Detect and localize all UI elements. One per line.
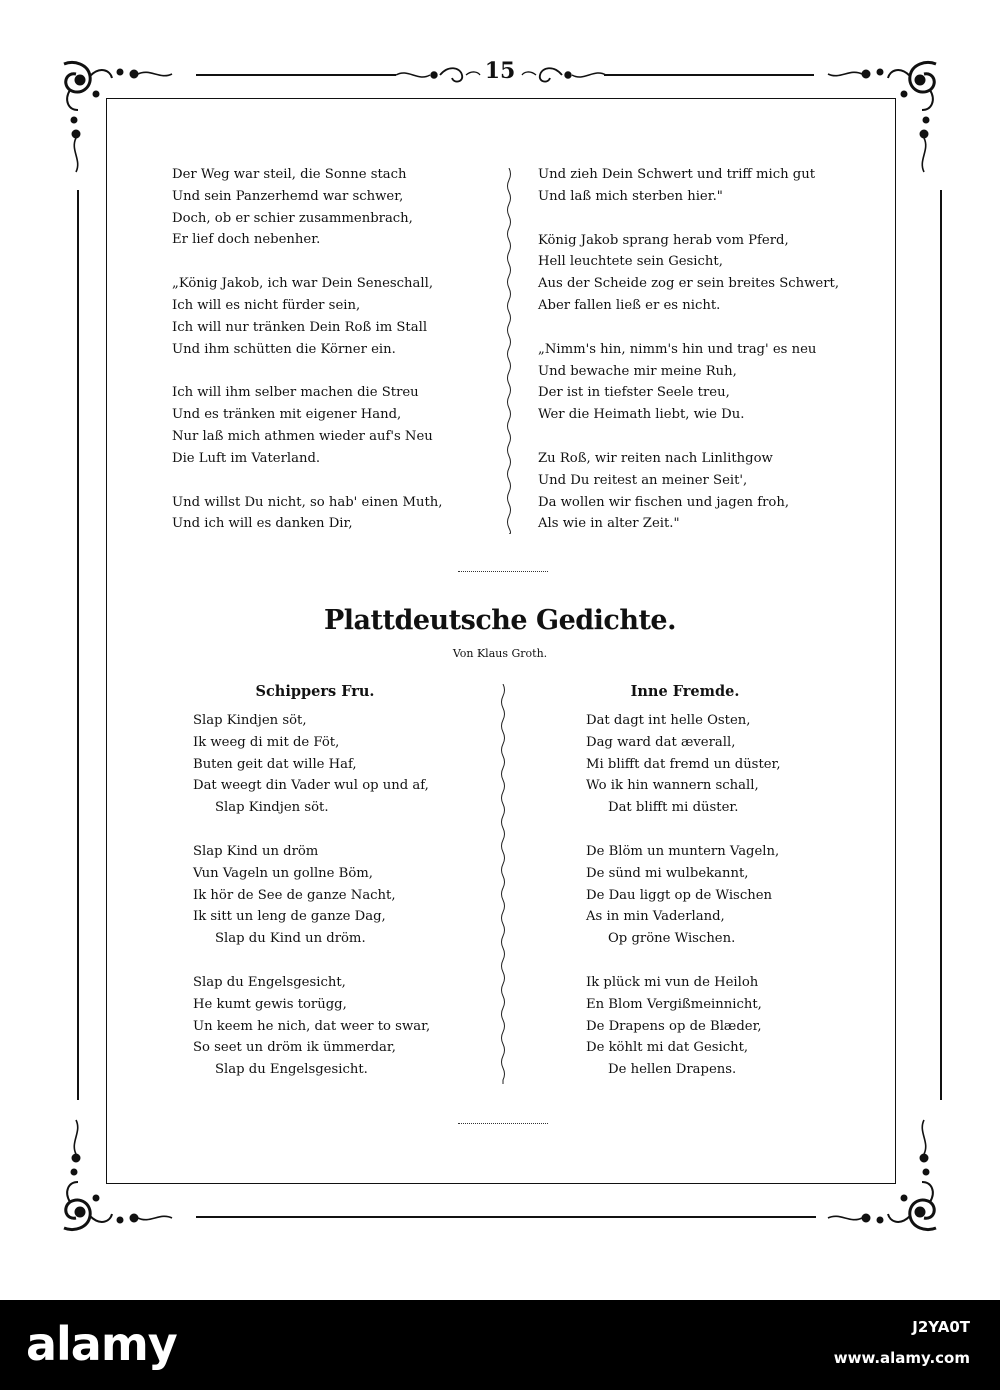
stanza <box>538 448 839 535</box>
stanza <box>538 230 839 317</box>
verse-line: Dat blifft mi düster. <box>608 800 739 816</box>
verse-line: Slap Kind un dröm <box>193 843 319 859</box>
verse-line: Ik hör de See de ganze Nacht, <box>193 887 396 903</box>
verse-line: Aus der Scheide zog er sein breites Schwert, <box>538 276 840 292</box>
verse-line: Die Luft im Vaterland. <box>172 450 321 466</box>
verse-line: De Dau liggt op de Wischen <box>586 887 772 903</box>
verse-line: As in min Vaderland, <box>586 909 725 925</box>
verse-line: Slap du Engelsgesicht, <box>193 974 346 990</box>
poem-left-column <box>193 710 430 1081</box>
verse-line: Und laß mich sterben hier." <box>538 188 723 204</box>
stanza <box>193 841 430 950</box>
verse-line: Wo ik hin wannern schall, <box>586 778 759 794</box>
verse-line: Und zieh Dein Schwert und triff mich gut <box>538 167 816 182</box>
page-number: 15 <box>484 58 516 84</box>
poem-title-right: Inne Fremde. <box>630 683 740 700</box>
verse-line: Und sein Panzerhemd war schwer, <box>172 188 404 204</box>
verse-line: Un keem he nich, dat weer to swar, <box>193 1018 431 1034</box>
upper-right-column <box>538 164 839 535</box>
verse-line: Slap Kindjen söt. <box>215 800 329 816</box>
verse-line: De sünd mi wulbekannt, <box>586 865 749 881</box>
frame-top-line-right <box>604 74 814 76</box>
frame-left-line <box>77 190 79 1100</box>
frame-bottom-line <box>196 1216 816 1218</box>
verse-line: Der ist in tiefster Seele treu, <box>538 385 730 401</box>
stanza <box>538 164 839 208</box>
stanza <box>586 710 781 819</box>
verse-line: De Blöm un muntern Vageln, <box>586 843 780 859</box>
section-title: Plattdeutsche Gedichte. <box>324 605 676 636</box>
verse-line: Dag ward dat æverall, <box>586 734 736 750</box>
separator-rule-top <box>458 571 548 572</box>
stanza <box>538 339 839 426</box>
verse-line: Wer die Heimath liebt, wie Du. <box>538 407 745 423</box>
verse-line: Hell leuchtete sein Gesicht, <box>538 254 723 270</box>
verse-line: He kumt gewis torügg, <box>193 996 347 1012</box>
lower-column-divider <box>498 684 508 1084</box>
verse-line: Vun Vageln un gollne Böm, <box>193 865 373 881</box>
verse-line: Und ihm schütten die Körner ein. <box>172 341 396 357</box>
verse-line: König Jakob sprang herab vom Pferd, <box>538 232 789 248</box>
section-author: Von Klaus Groth. <box>452 647 548 660</box>
image-id: J2YA0T <box>912 1318 970 1336</box>
verse-line: „König Jakob, ich war Dein Seneschall, <box>172 276 434 292</box>
upper-left-column <box>172 164 442 535</box>
frame-top-line-left <box>196 74 396 76</box>
verse-line: Aber fallen ließ er es nicht. <box>538 297 721 313</box>
verse-line: Mi blifft dat fremd un düster, <box>586 756 781 772</box>
verse-line: Als wie in alter Zeit." <box>538 516 680 532</box>
poem-right-column <box>586 710 781 1081</box>
verse-line: Und willst Du nicht, so hab' einen Muth, <box>172 494 443 510</box>
verse-line: Da wollen wir fischen und jagen froh, <box>538 494 790 510</box>
verse-line: Buten geit dat wille Haf, <box>193 756 357 772</box>
verse-line: Der Weg war steil, die Sonne stach <box>172 167 407 182</box>
verse-line: Zu Roß, wir reiten nach Linlithgow <box>538 450 773 466</box>
verse-line: Dat weegt din Vader wul op und af, <box>193 778 429 794</box>
verse-line: Slap du Engelsgesicht. <box>215 1062 368 1078</box>
stanza <box>586 841 781 950</box>
verse-line: Ich will ihm selber machen die Streu <box>172 385 419 401</box>
separator-rule-bottom <box>458 1123 548 1124</box>
verse-line: Doch, ob er schier zusammenbrach, <box>172 210 413 226</box>
verse-line: Nur laß mich athmen wieder auf's Neu <box>172 428 433 444</box>
stanza <box>172 492 442 536</box>
stanza <box>172 273 442 360</box>
frame-right-line <box>940 190 942 1100</box>
verse-line: De hellen Drapens. <box>608 1062 737 1078</box>
stanza <box>172 164 442 251</box>
site-url: www.alamy.com <box>833 1349 970 1367</box>
verse-line: „Nimm's hin, nimm's hin und trag' es neu <box>538 341 817 357</box>
stanza <box>172 382 442 469</box>
verse-line: Op gröne Wischen. <box>608 931 736 947</box>
upper-column-divider <box>504 168 514 534</box>
verse-line: Und ich will es danken Dir, <box>172 516 353 532</box>
verse-line: Er lief doch nebenher. <box>172 232 321 248</box>
verse-line: Ik weeg di mit de Föt, <box>193 734 340 750</box>
alamy-logo: alamy <box>26 1317 177 1371</box>
page-number-flourish-right <box>518 62 608 88</box>
stanza <box>193 710 430 819</box>
verse-line: Ich will nur tränken Dein Roß im Stall <box>172 319 428 335</box>
verse-line: Und es tränken mit eigener Hand, <box>172 407 402 423</box>
verse-line: Und bewache mir meine Ruh, <box>538 363 737 379</box>
poem-title-left: Schippers Fru. <box>255 683 375 700</box>
page-number-flourish-left <box>394 62 484 88</box>
verse-line: Ik plück mi vun de Heiloh <box>586 974 759 990</box>
stanza <box>586 972 781 1081</box>
stanza <box>193 972 430 1081</box>
verse-line: Und Du reitest an meiner Seit', <box>538 472 748 488</box>
verse-line: En Blom Vergißmeinnicht, <box>586 996 762 1012</box>
verse-line: Dat dagt int helle Osten, <box>586 713 751 728</box>
verse-line: Ik sitt un leng de ganze Dag, <box>193 909 386 925</box>
verse-line: So seet un dröm ik ümmerdar, <box>193 1040 396 1056</box>
verse-line: De köhlt mi dat Gesicht, <box>586 1040 749 1056</box>
verse-line: De Drapens op de Blæder, <box>586 1018 762 1034</box>
verse-line: Ich will es nicht fürder sein, <box>172 297 361 313</box>
verse-line: Slap du Kind un dröm. <box>215 931 366 947</box>
verse-line: Slap Kindjen söt, <box>193 713 307 728</box>
